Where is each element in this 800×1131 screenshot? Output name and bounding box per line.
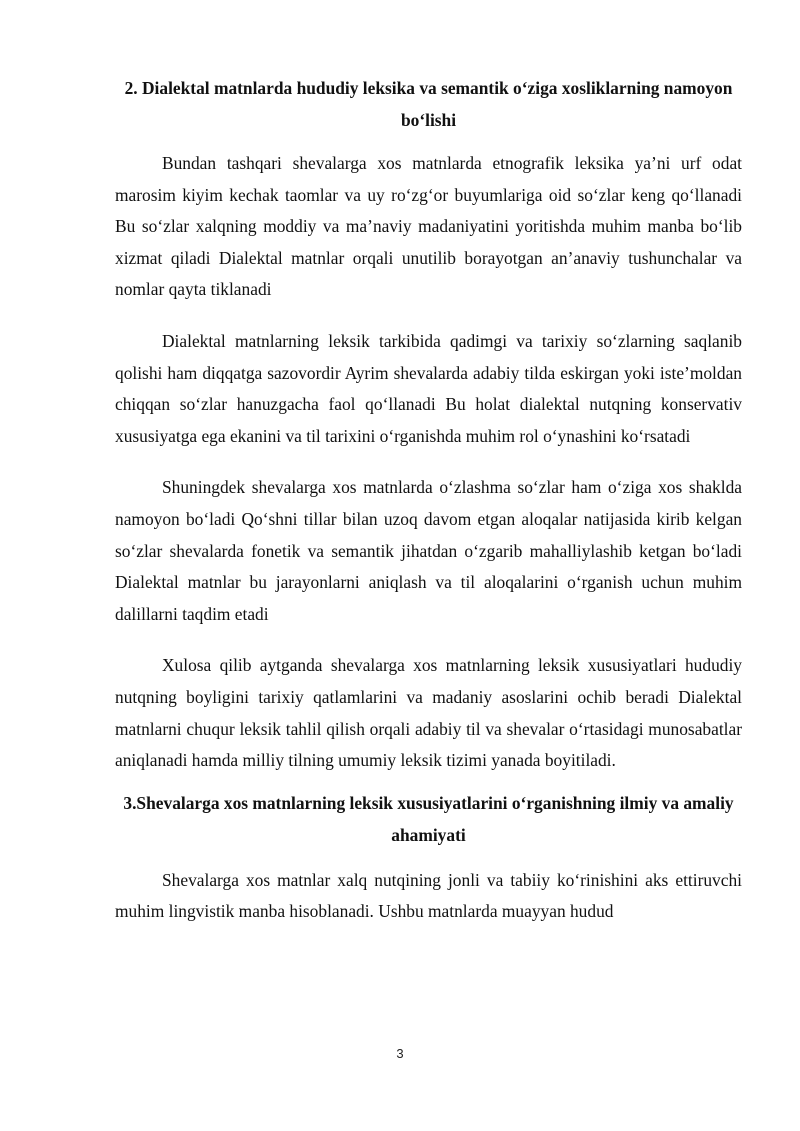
section-3-heading: 3.Shevalarga xos matnlarning leksik xususiyatlarini o‘rganishning ilmiy va amaliy ahamiyati	[123, 792, 734, 845]
section-2-heading: 2. Dialektal matnlarda hududiy leksika va semantik o‘ziga xosliklarning namoyon bo‘lishi	[124, 78, 733, 130]
page-number: 3	[396, 1046, 404, 1061]
paragraph-etnographic-lexicon: Bundan tashqari shevalarga xos matnlarda etnografik leksika ya’ni urf odat marosim kiyim kechak taomlar va uy ro‘zg‘or buyumlariga oid so‘zlar keng qo‘llanadi Bu so‘zlar xalqning moddiy va ma’naviy madaniyatini yoritishda muhim manba bo‘lib xizmat qiladi Dialektal matnlar orqali unutilib borayotgan an’anaviy tushunchalar va nomlar qayta tiklanadi	[115, 153, 742, 300]
paragraph-loanwords: Shuningdek shevalarga xos matnlarda o‘zlashma so‘zlar ham o‘ziga xos shaklda namoyon bo‘ladi Qo‘shni tillar bilan uzoq davom etgan aloqalar natijasida kirib kelgan so‘zlar shevalarda fonetik va semantik jihatdan o‘zgarib mahalliylashib ketgan bo‘ladi Dialektal matnlar bu jarayonlarni aniqlash va til aloqalarini o‘rganish uchun muhim dalillarni taqdim etadi	[115, 477, 742, 624]
document-page	[115, 72, 742, 928]
paragraph-conclusion: Xulosa qilib aytganda shevalarga xos matnlarning leksik xususiyatlari hududiy nutqning boyligini tarixiy qatlamlarini va madaniy asoslarini ochib beradi Dialektal matnlarni chuqur leksik tahlil qilish orqali adabiy til va shevalar o‘rtasidagi munosabatlar aniqlanadi hamda milliy tilning umumiy leksik tizimi yanada boyitiladi.	[115, 655, 742, 771]
paragraph-archaic-words: Dialektal matnlarning leksik tarkibida qadimgi va tarixiy so‘zlarning saqlanib qolishi ham diqqatga sazovordir Ayrim shevalarda adabiy tilda eskirgan yoki iste’moldan chiqqan so‘zlar hanuzgacha faol qo‘llanadi Bu holat dialektal nutqning konservativ xususiyatga ega ekanini va til tarixini o‘rganishda muhim rol o‘ynashini ko‘rsatadi	[115, 330, 742, 446]
paragraph-section-3-intro: Shevalarga xos matnlar xalq nutqining jonli va tabiiy ko‘rinishini aks ettiruvchi muhim lingvistik manba hisoblanadi. Ushbu matnlarda muayyan hudud	[115, 869, 742, 922]
